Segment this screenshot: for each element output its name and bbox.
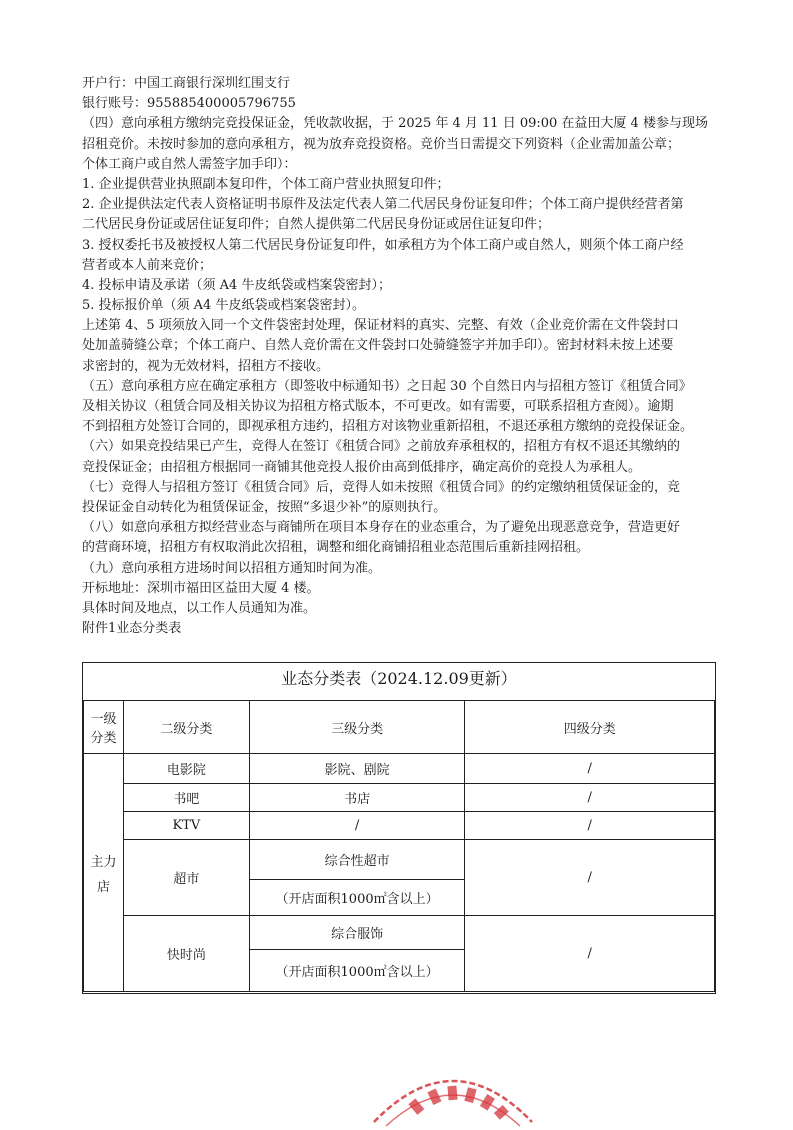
table-header-row — [84, 701, 715, 754]
text-line: 银行账号：955885400005796755 — [82, 96, 296, 112]
text-line: 处加盖骑缝公章；个体工商户、自然人竞价需在文件袋封口处骑缝签字并加手印）。密封材料未按上述要 — [82, 338, 674, 354]
text-line: 二代居民身份证或居住证复印件；自然人提供第二代居民身份证或居住证复印件； — [82, 217, 551, 233]
level4-cell: / — [465, 812, 715, 840]
level4-cell: / — [465, 784, 715, 812]
level4-cell: / — [465, 754, 715, 784]
level3-cell: / — [249, 812, 465, 840]
category-cell: 主力 店 — [84, 754, 124, 992]
level3-cell: 影院、剧院 — [249, 754, 465, 784]
text-line: （八）如意向承租方拟经营业态与商铺所在项目本身存在的业态重合，为了避免出现恶意竞争，营造更好 — [82, 520, 681, 536]
text-line: 求密封的，视为无效材料，招租方不接收。 — [82, 358, 330, 374]
red-seal-stamp — [368, 1060, 538, 1130]
text-line: （七）竞得人与招租方签订《租赁合同》后，竞得人如未按照《租赁合同》的约定缴纳租赁保证金的，竞 — [82, 479, 681, 495]
text-line: 3. 授权委托书及被授权人第二代居民身份证复印件，如承租方为个体工商户或自然人，则须个体工商户经 — [82, 237, 684, 253]
text-line: 1. 企业提供营业执照副本复印件，个体工商户营业执照复印件； — [82, 176, 450, 192]
level2-cell: 快时尚 — [123, 916, 249, 992]
text-line: 5. 投标报价单（须 A4 牛皮纸袋或档案袋密封）。 — [82, 298, 365, 314]
text-line: 具体时间及地点，以工作人员通知为准。 — [82, 600, 317, 616]
level2-cell: 超市 — [123, 840, 249, 916]
text-line: （九）意向承租方进场时间以招租方通知时间为准。 — [82, 560, 382, 576]
table-row — [84, 754, 715, 784]
text-line: 及相关协议（租赁合同及相关协议为招租方格式版本，不可更改。如有需要，可联系招租方查阅）。逾期 — [82, 399, 674, 414]
text-line: 开标地址：深圳市福田区益田大厦 4 楼。 — [82, 580, 320, 596]
header-level1: 一级 分类 — [84, 701, 124, 754]
level4-cell: / — [465, 916, 715, 992]
text-line: （六）如果竞投结果已产生，竞得人在签订《租赁合同》之前放弃承租权的，招租方有权不退还其缴纳的 — [82, 439, 681, 455]
level3-note-cell: （开店面积1000㎡含以上） — [249, 880, 465, 916]
level3-cell: 综合服饰 — [249, 916, 465, 950]
classification-table — [83, 700, 715, 992]
level3-note-cell: （开店面积1000㎡含以上） — [249, 950, 465, 992]
level2-cell: 书吧 — [123, 784, 249, 812]
level2-cell: 电影院 — [123, 754, 249, 784]
table-row — [84, 784, 715, 812]
table-title: 业态分类表（2024.12.09更新） — [281, 669, 517, 688]
level2-cell: KTV — [123, 812, 249, 840]
table-row — [84, 812, 715, 840]
text-line: 不到招租方处签订合同的，即视承租方违约，招租方对该物业重新招租，不退还承租方缴纳的竞投保证金。 — [82, 419, 694, 435]
text-line: 投保证金自动转化为租赁保证金，按照“多退少补”的原则执行。 — [82, 499, 447, 515]
table-row — [84, 916, 715, 950]
header-level3: 三级分类 — [249, 701, 465, 754]
text-line: 4. 投标申请及承诺（须 A4 牛皮纸袋或档案袋密封）； — [82, 277, 391, 293]
text-line: 营者或本人前来竞价； — [82, 257, 213, 273]
level3-cell: 书店 — [249, 784, 465, 812]
text-line: 附件1业态分类表 — [82, 621, 182, 637]
text-line: （五）意向承租方应在确定承租方（即签收中标通知书）之日起 30 个自然日内与招租方签订《租赁合同》 — [82, 378, 692, 394]
text-line: 开户行：中国工商银行深圳红围支行 — [82, 76, 291, 91]
level3-cell: 综合性超市 — [249, 840, 465, 880]
text-line: 个体工商户或自然人需签字加手印）： — [82, 156, 297, 172]
table-row — [84, 840, 715, 880]
header-level2: 二级分类 — [123, 701, 249, 754]
text-line: 2. 企业提供法定代表人资格证明书原件及法定代表人第二代居民身份证复印件；个体工商户提供经营者第 — [82, 197, 684, 213]
text-line: 招租竞价。未按时参加的意向承租方，视为放弃竞投资格。竞价当日需提交下列资料（企业需加盖公章； — [82, 136, 681, 152]
document-body — [82, 74, 722, 639]
text-line: （四）意向承租方缴纳完竞投保证金，凭收款收据，于 2025 年 4 月 11 日 09:00 在益田大厦 4 楼参与现场 — [82, 116, 708, 132]
business-type-table — [82, 662, 716, 994]
level4-cell: / — [465, 840, 715, 916]
text-line: 竞投保证金；由招租方根据同一商铺其他竞投人报价由高到低排序，确定高价的竞投人为承租人。 — [82, 459, 642, 475]
text-line: 的营商环境，招租方有权取消此次招租，调整和细化商铺招租业态范围后重新挂网招租。 — [82, 540, 590, 556]
header-level4: 四级分类 — [465, 701, 715, 754]
text-line: 上述第 4、5 项须放入同一个文件袋密封处理，保证材料的真实、完整、有效（企业竞价需在文件袋封口 — [82, 318, 679, 334]
